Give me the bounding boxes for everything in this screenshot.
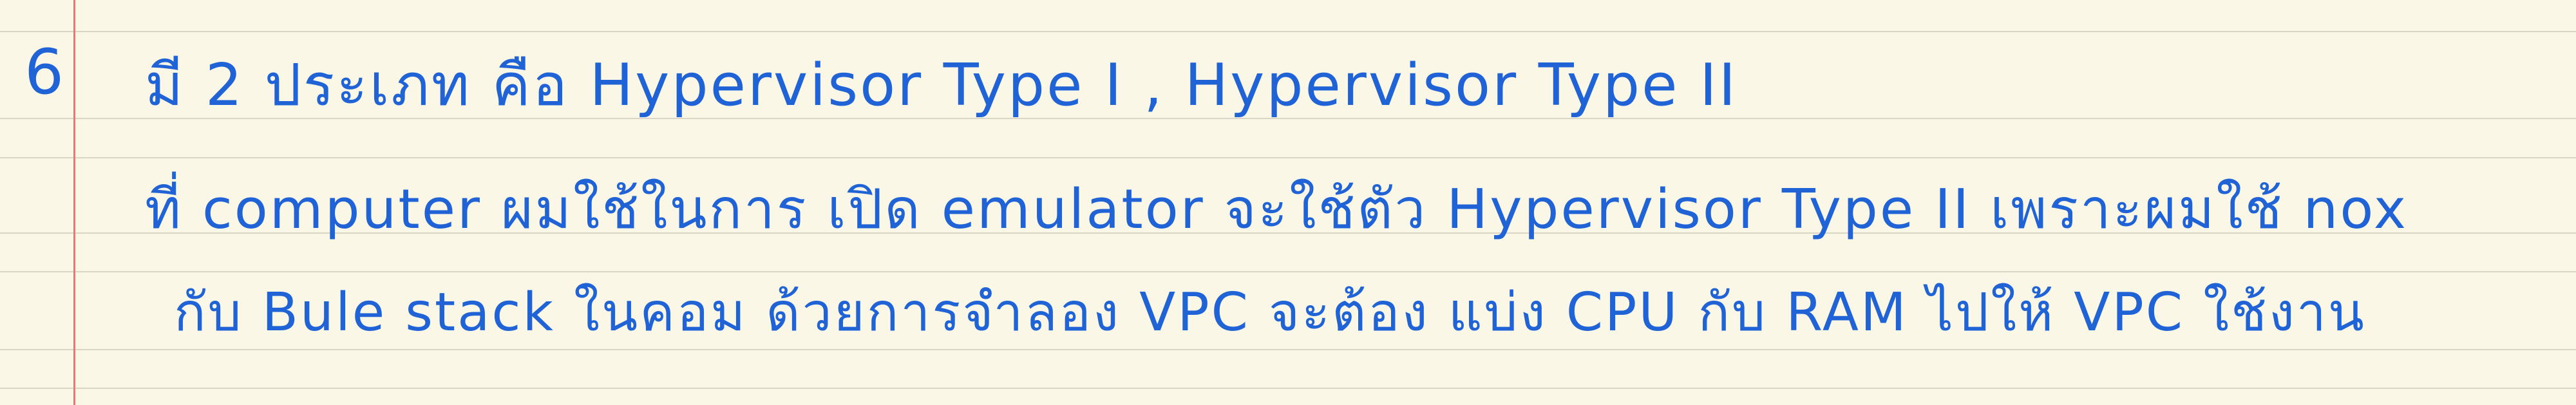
ruled-line: [0, 388, 2576, 389]
note-line-2: ที่ computer ผมใช้ในการ เปิด emulator จะใช้ตัว Hypervisor Type II เพราะผมใช้ nox: [145, 178, 2409, 241]
ruled-line: [0, 157, 2576, 158]
question-number: 6: [24, 36, 66, 108]
margin-line: [73, 0, 75, 405]
ruled-line: [0, 31, 2576, 32]
note-line-1: มี 2 ประเภท คือ Hypervisor Type I , Hypervisor Type II: [145, 52, 1738, 119]
note-line-3: กับ Bule stack ในคอม ด้วยการจำลอง VPC จะต้อง แบ่ง CPU กับ RAM ไปให้ VPC ใช้งาน: [174, 282, 2366, 343]
